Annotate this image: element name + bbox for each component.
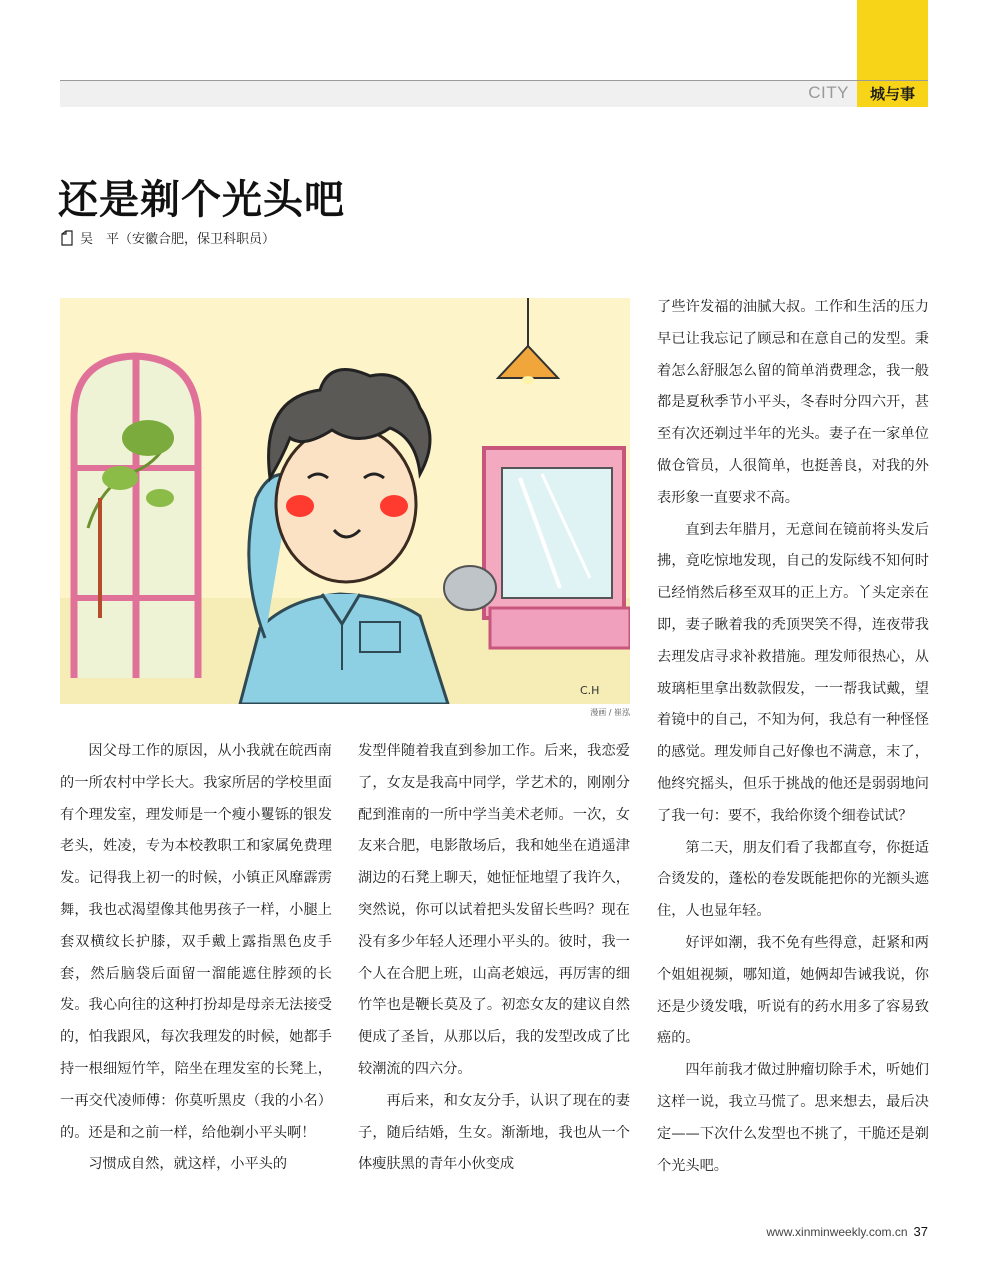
page-number: 37 bbox=[913, 1224, 928, 1239]
byline bbox=[60, 228, 275, 247]
paragraph: 习惯成自然，就这样，小平头的 bbox=[88, 1156, 288, 1173]
author-text: 吴 平（安徽合肥，保卫科职员） bbox=[80, 232, 276, 247]
paragraph: 发型伴随着我直到参加工作。后来，我恋爱了，女友是我高中同学，学艺术的，刚刚分配到淮南的一所中学当美术老师。一次，女友来合肥，电影散场后，我和她坐在逍遥津湖边的石凳上聊天，她怔怔地望了我许久，突然说，你可以试着把头发留长些吗？现在没有多少年轻人还理小平头的。彼时，我一个人在合肥上班，山高老娘远，再厉害的细竹竿也是鞭长莫及了。初恋女友的建议自然便成了圣旨，从那以后，我的发型改成了比较潮流的四六分。 bbox=[358, 743, 630, 1077]
article-column-3 bbox=[657, 292, 929, 1182]
paragraph: 第二天，朋友们看了我都直夸，你挺适合烫发的，蓬松的卷发既能把你的光额头遮住，人也显年轻。 bbox=[657, 839, 929, 920]
svg-text:C.H: C.H bbox=[580, 684, 600, 697]
section-label-en: CITY bbox=[808, 83, 849, 102]
section-bar bbox=[60, 81, 857, 107]
cartoon-illustration bbox=[60, 298, 630, 704]
pen-icon bbox=[60, 230, 74, 246]
paragraph: 直到去年腊月，无意间在镜前将头发后拂，竟吃惊地发现，自己的发际线不知何时已经悄然后移至双耳的正上方。丫头定亲在即，妻子瞅着我的秃顶哭笑不得，连夜带我去理发店寻求补救措施。理发师很热心，从玻璃柜里拿出数款假发，一一帮我试戴，望着镜中的自己，不知为何，我总有一种怪怪的感觉。理发师自己好像也不满意，末了，他终究摇头，但乐于挑战的他还是弱弱地问了我一句：要不，我给你烫个细卷试试？ bbox=[657, 521, 929, 824]
page-footer bbox=[766, 1224, 928, 1239]
article-column-1 bbox=[60, 736, 332, 1181]
paragraph: 四年前我才做过肿瘤切除手术，听她们这样一说，我立马慌了。思来想去，最后决定——下次什么发型也不挑了，干脆还是剃个光头吧。 bbox=[657, 1062, 929, 1174]
section-label-cn: 城与事 bbox=[869, 85, 915, 103]
paragraph: 因父母工作的原因，从小我就在皖西南的一所农村中学长大。我家所居的学校里面有个理发室，理发师是一个瘦小矍铄的银发老头，姓凌，专为本校教职工和家属免费理发。记得我上初一的时候，小镇正风靡霹雳舞，我也忒渴望像其他男孩子一样，小腿上套双横纹长护膝，双手戴上露指黑色皮手套，然后脑袋后面留一溜能遮住脖颈的长发。我心向往的这种打扮却是母亲无法接受的，怕我跟风，每次我理发的时候，她都手持一根细短竹竿，陪坐在理发室的长凳上，一再交代凌师傅：你莫听黑皮（我的小名）的。还是和之前一样，给他剃小平头啊！ bbox=[60, 743, 332, 1141]
image-credit: 漫画 / 崔泓 bbox=[590, 708, 630, 717]
article-column-2 bbox=[358, 736, 630, 1181]
paragraph: 再后来，和女友分手，认识了现在的妻子，随后结婚，生女。渐渐地，我也从一个体瘦肤黑的青年小伙变成 bbox=[358, 1092, 630, 1173]
website-url: www.xinminweekly.com.cn bbox=[766, 1225, 908, 1239]
article-title: 还是剃个光头吧 bbox=[58, 177, 345, 223]
cartoon-drawing bbox=[60, 298, 630, 704]
paragraph: 了些许发福的油腻大叔。工作和生活的压力早已让我忘记了顾忌和在意自己的发型。秉着怎么舒服怎么留的简单消费理念，我一般都是夏秋季节小平头，冬春时分四六开，甚至有次还剃过半年的光头。妻子在一家单位做仓管员，人很简单，也挺善良，对我的外表形象一直要求不高。 bbox=[657, 299, 929, 506]
paragraph: 好评如潮，我不免有些得意，赶紧和两个姐姐视频，哪知道，她俩却告诫我说，你还是少烫发哦，听说有的药水用多了容易致癌的。 bbox=[657, 934, 929, 1047]
